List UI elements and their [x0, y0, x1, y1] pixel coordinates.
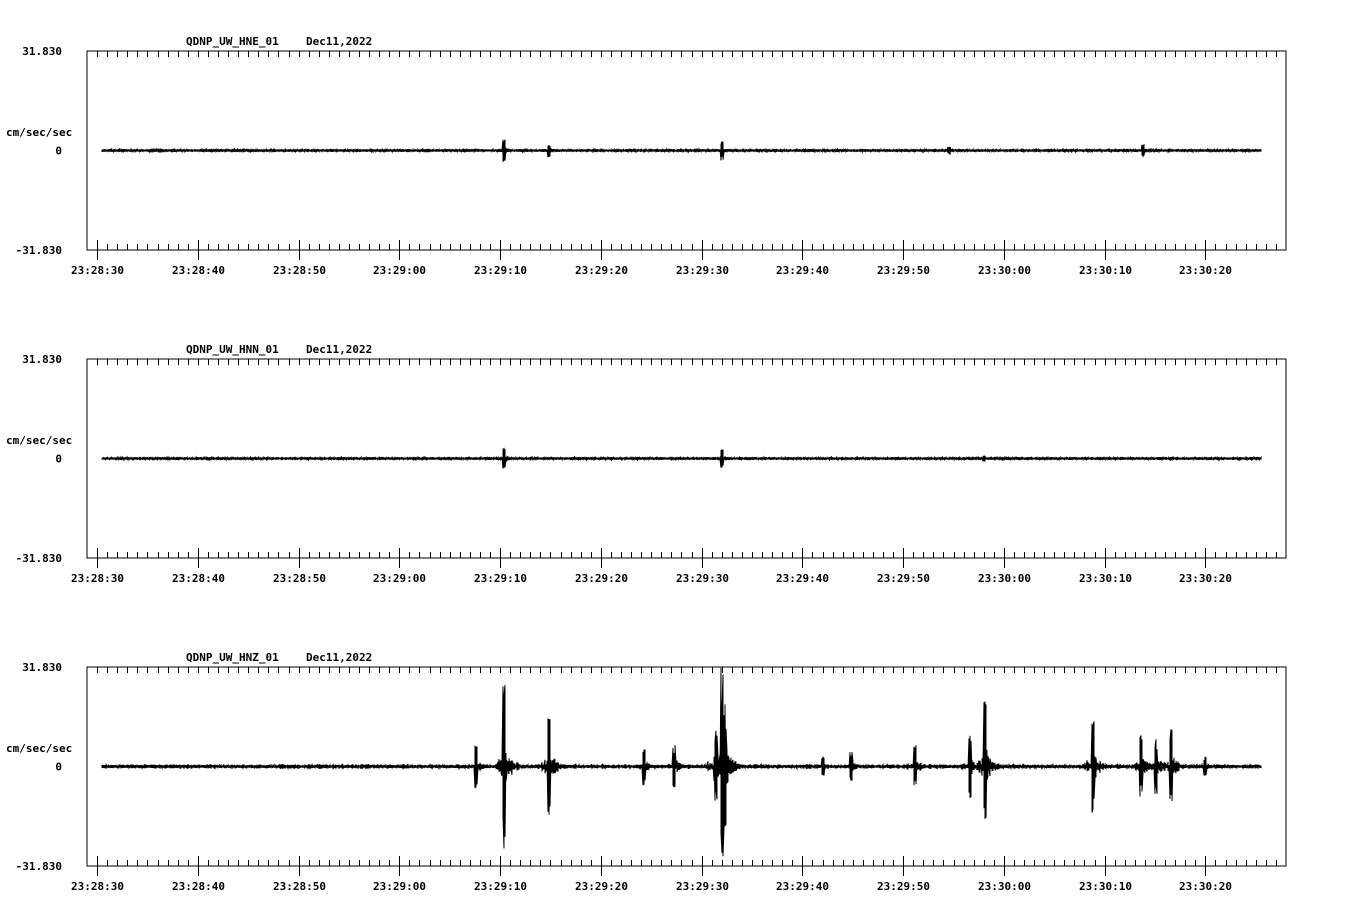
y-tick-label-min: -31.830	[15, 244, 62, 257]
x-tick-label: 23:30:00	[978, 264, 1031, 277]
x-tick-label: 23:28:40	[172, 880, 225, 893]
waveform-trace	[102, 668, 1261, 856]
channel-title: QDNP_UW_HNZ_01	[186, 651, 279, 664]
x-tick-label: 23:28:30	[71, 264, 124, 277]
x-tick-label: 23:28:30	[71, 572, 124, 585]
y-tick-label-max: 31.830	[22, 353, 62, 366]
seismogram-panel	[6, 343, 1286, 585]
x-tick-label: 23:28:40	[172, 264, 225, 277]
x-tick-label: 23:29:00	[373, 264, 426, 277]
x-tick-label: 23:30:00	[978, 572, 1031, 585]
y-tick-label-max: 31.830	[22, 661, 62, 674]
record-date: Dec11,2022	[306, 35, 373, 48]
x-tick-label: 23:30:20	[1179, 572, 1232, 585]
x-tick-label: 23:29:30	[676, 264, 729, 277]
x-tick-label: 23:29:00	[373, 572, 426, 585]
x-tick-label: 23:29:30	[676, 572, 729, 585]
y-tick-label-min: -31.830	[15, 860, 62, 873]
y-tick-label-min: -31.830	[15, 552, 62, 565]
x-tick-label: 23:28:50	[273, 880, 326, 893]
x-tick-label: 23:30:10	[1079, 264, 1132, 277]
x-tick-label: 23:29:10	[474, 572, 527, 585]
x-tick-label: 23:29:50	[877, 264, 930, 277]
seismogram-panel	[6, 651, 1286, 893]
x-tick-label: 23:28:30	[71, 880, 124, 893]
record-date: Dec11,2022	[306, 343, 373, 356]
channel-title: QDNP_UW_HNN_01	[186, 343, 279, 356]
x-tick-label: 23:29:50	[877, 880, 930, 893]
channel-title: QDNP_UW_HNE_01	[186, 35, 279, 48]
y-tick-label-zero: 0	[55, 452, 62, 466]
x-tick-label: 23:29:20	[575, 572, 628, 585]
y-axis-label: cm/sec/sec	[6, 742, 73, 755]
x-tick-label: 23:29:30	[676, 880, 729, 893]
x-tick-label: 23:30:20	[1179, 880, 1232, 893]
y-axis-label: cm/sec/sec	[6, 126, 73, 139]
x-tick-label: 23:29:20	[575, 264, 628, 277]
x-tick-label: 23:30:00	[978, 880, 1031, 893]
x-tick-label: 23:29:20	[575, 880, 628, 893]
x-tick-label: 23:28:50	[273, 572, 326, 585]
x-tick-label: 23:29:10	[474, 880, 527, 893]
x-tick-label: 23:29:40	[776, 264, 829, 277]
y-axis-label: cm/sec/sec	[6, 434, 73, 447]
x-tick-label: 23:29:40	[776, 880, 829, 893]
x-tick-label: 23:30:20	[1179, 264, 1232, 277]
y-tick-label-zero: 0	[55, 760, 62, 774]
y-tick-label-max: 31.830	[22, 45, 62, 58]
x-tick-label: 23:29:00	[373, 880, 426, 893]
y-tick-label-zero: 0	[55, 144, 62, 158]
x-tick-label: 23:30:10	[1079, 572, 1132, 585]
x-tick-label: 23:28:50	[273, 264, 326, 277]
x-tick-label: 23:29:40	[776, 572, 829, 585]
x-tick-label: 23:29:10	[474, 264, 527, 277]
x-tick-label: 23:28:40	[172, 572, 225, 585]
x-tick-label: 23:29:50	[877, 572, 930, 585]
seismogram-panel	[6, 35, 1286, 277]
record-date: Dec11,2022	[306, 651, 373, 664]
x-tick-label: 23:30:10	[1079, 880, 1132, 893]
